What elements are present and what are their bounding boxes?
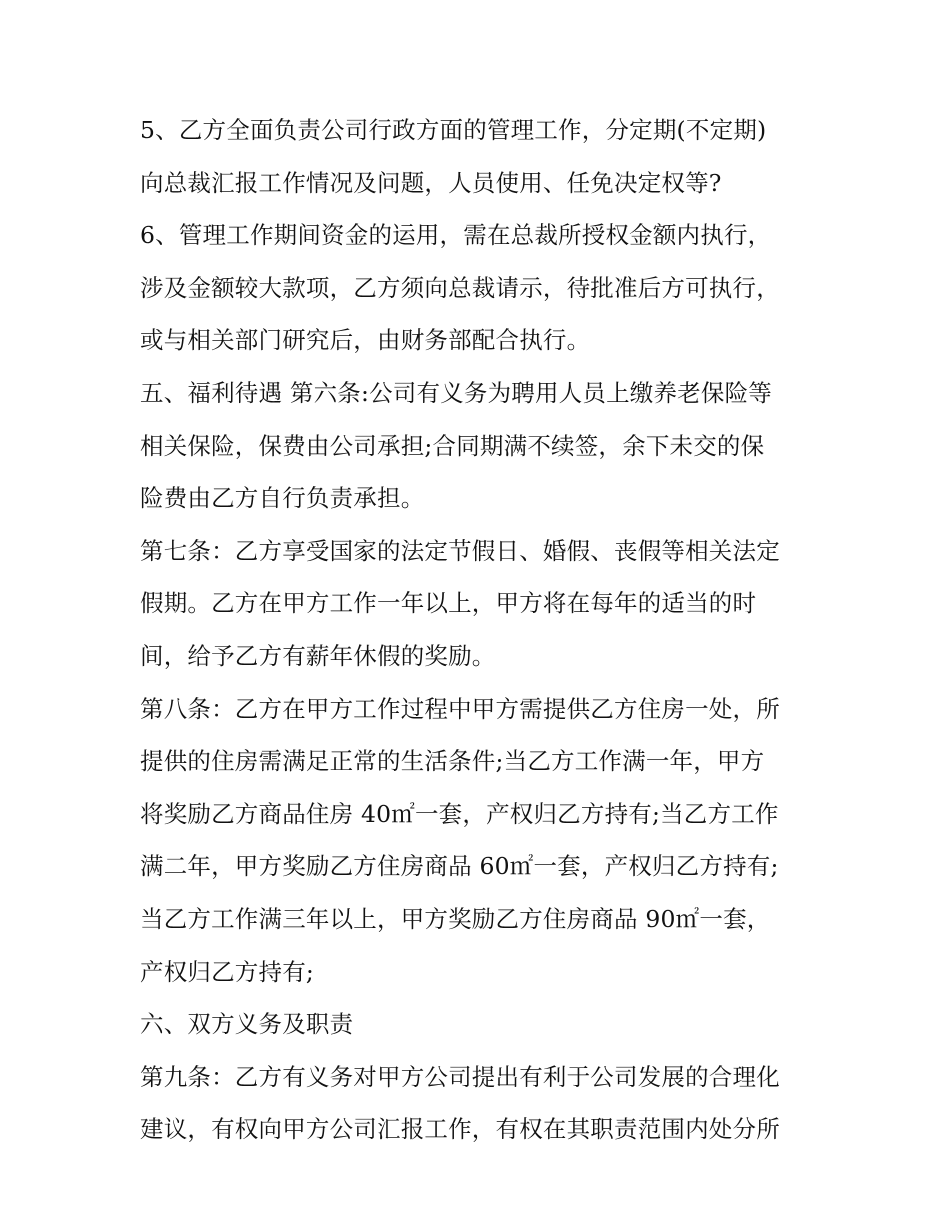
text-line: 产权归乙方持有; xyxy=(140,957,315,986)
text-line: 满二年，甲方奖励乙方住房商品 60㎡一套，产权归乙方持有; xyxy=(140,852,779,881)
text-line: 当乙方工作满三年以上，甲方奖励乙方住房商品 90㎡一套， xyxy=(140,904,771,933)
text-line: 涉及金额较大款项，乙方须向总裁请示，待批准后方可执行， xyxy=(140,273,780,302)
text-line: 相关保险，保费由公司承担;合同期满不续签，余下未交的保 xyxy=(140,431,765,460)
text-line: 建议，有权向甲方公司汇报工作，有权在其职责范围内处分所 xyxy=(140,1115,780,1144)
text-line: 第七条：乙方享受国家的法定节假日、婚假、丧假等相关法定 xyxy=(140,536,780,565)
text-line: 提供的住房需满足正常的生活条件;当乙方工作满一年，甲方 xyxy=(140,747,765,776)
text-line: 或与相关部门研究后，由财务部配合执行。 xyxy=(140,326,591,355)
text-line: 险费由乙方自行负责承担。 xyxy=(140,484,425,513)
text-line: 向总裁汇报工作情况及问题，人员使用、任免决定权等? xyxy=(140,168,722,197)
document-body xyxy=(140,104,815,1156)
text-line: 将奖励乙方商品住房 40㎡一套，产权归乙方持有;当乙方工作 xyxy=(140,799,779,828)
section-heading: 六、双方义务及职责 xyxy=(140,1010,354,1039)
text-line: 5、乙方全面负责公司行政方面的管理工作，分定期(不定期) xyxy=(140,116,767,144)
text-line: 间，给予乙方有薪年休假的奖励。 xyxy=(140,641,496,670)
text-line: 第八条：乙方在甲方工作过程中甲方需提供乙方住房一处，所 xyxy=(140,694,780,723)
text-line: 6、管理工作期间资金的运用，需在总裁所授权金额内执行， xyxy=(140,221,772,250)
text-line: 假期。乙方在甲方工作一年以上，甲方将在每年的适当的时 xyxy=(140,589,757,618)
text-line: 第九条：乙方有义务对甲方公司提出有利于公司发展的合理化 xyxy=(140,1062,780,1091)
text-line: 五、福利待遇 第六条:公司有义务为聘用人员上缴养老保险等 xyxy=(140,378,772,407)
